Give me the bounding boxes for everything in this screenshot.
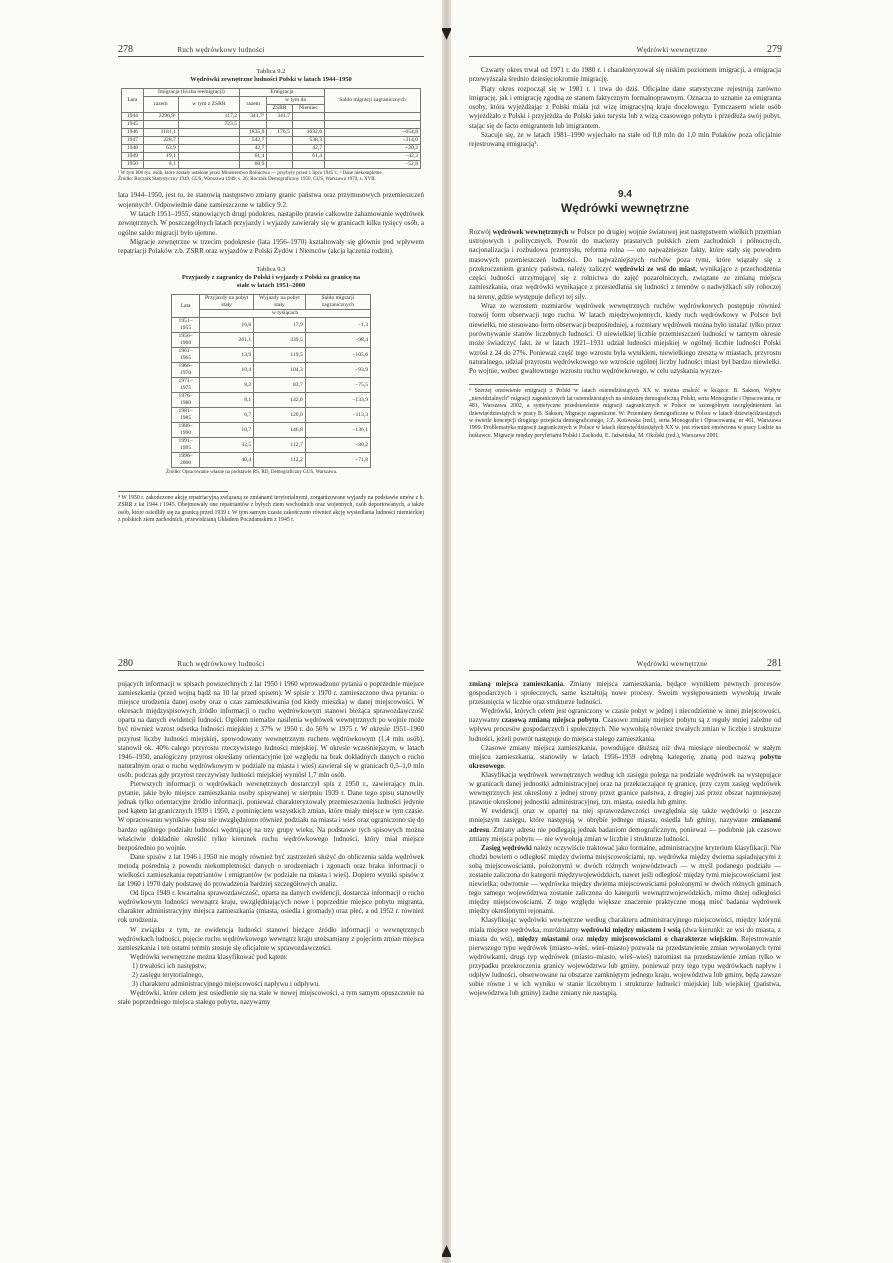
paragraph: lata 1944–1950, jest to, że stanowią następstwo zmiany granic państwa oraz przymusowych przemieszczeń wojennych⁴. Odpowiednie dane zamieszczone w tablicy 9.2.: [118, 191, 424, 209]
table-cell: 1976–1980: [172, 393, 200, 408]
table-label: Tablica 9.2: [256, 68, 286, 75]
table-cell: 1981–1985: [172, 408, 200, 423]
table-cell: +20,2: [325, 145, 421, 153]
table-title: Wędrówki zewnętrzne ludności Polski w latach 1944–1950: [190, 76, 352, 83]
page-number: 281: [767, 658, 782, 669]
page-header: [0, 44, 442, 58]
table-cell: [267, 145, 292, 153]
table-cell: [267, 161, 292, 169]
table-row: [122, 137, 421, 145]
table-row: [172, 423, 371, 438]
table-cell: 119,5: [254, 348, 306, 363]
table-cell: 1966–1970: [172, 363, 200, 378]
table-cell: 10,4: [200, 363, 254, 378]
table-header: Niemiec: [292, 105, 324, 113]
table-cell: [325, 121, 421, 129]
table-cell: 228,7: [143, 137, 178, 145]
table-cell: 1632,6: [292, 129, 324, 137]
paragraph: Szacuje się, że w latach 1981–1990 wyjechało na stałe od 0,8 mln do 1,0 mln Polaków poza oficjalnie rejestrowaną emigracją⁵.: [469, 131, 781, 149]
table-cell: −654,8: [325, 129, 421, 137]
paragraph: Dane spisów z lat 1946 i 1950 nie mogły również być zastrzeżeń służyć do obliczenia salda wędrówek metodą pośrednią z powodu niekompletności danych o urodzeniach i zgonach oraz braku informacji o wielkości zamieszkania repatriantów i emigrantów (w podziale na miasta i wieś). Dopiero wyniki spisów z lat 1960 i 1970 dały podstawę do prowadzenia bardziej szczegółowych analiz.: [118, 852, 424, 889]
table-cell: [292, 121, 324, 129]
header-rule: [469, 670, 781, 671]
table-cell: −1,3: [305, 318, 370, 333]
table-cell: 8,2: [200, 378, 254, 393]
running-head: Wędrówki wewnętrzne: [636, 46, 708, 54]
page-body: [118, 680, 424, 1007]
table-label: Tablica 9.3: [256, 266, 286, 274]
table-row: [122, 113, 421, 121]
book-gutter: [442, 0, 451, 1263]
paragraph: W latach 1951–1955, stanowiących drugi podokres, nastąpiło prawie całkowite zahamowanie wędrówek zewnętrznych. W poszczególnych latach przyjazdy i wyjazdy zawierały się w granicach kilku tysięcy osób, a ogólne saldo migracji było ujemne.: [118, 210, 424, 237]
table-cell: −113,3: [305, 408, 370, 423]
page-body: [118, 68, 424, 524]
footnote-rule: [469, 384, 579, 385]
table-cell: 120,0: [254, 408, 306, 423]
paragraph: Pierwszych informacji o wędrówkach wewnętrznych dostarczył spis z 1950 r., zawierający m.in. pytanie, jakie było miejsce zamieszkania osoby spisywanej w sierpniu 1939 r. Dane tego spisu stanowiły jednak tylko orientacyjne źródło informacji, ponieważ charakteryzowały przemieszczenia ludności jedynie pod kątem lat granicznych 1939 i 1950, z pominięciem wszystkich zmian, które miały miejsce w tym czasie. W opracowaniu wyników spisu nie uwzględniono również podziału na miasta i wieś oraz ograniczono się do bardzo ogólnego podziału ludności wędrującej na trzy grupy wieku. Na podstawie tych spisowych można właściwie dokładnie określić tylko kierunek ruchu wędrówkowego ludności, który miał miejsce bezpośrednio po wojnie.: [118, 780, 424, 852]
paragraph: Wędrówki wewnętrzne można klasyfikować pod kątem:: [130, 952, 288, 961]
table-cell: [178, 145, 239, 153]
table-header: w tym z ZSRR: [178, 97, 239, 113]
table-cell: 1951–1955: [172, 318, 200, 333]
table-header: ZSRR: [267, 105, 292, 113]
page-number: 279: [767, 44, 782, 55]
table-cell: [267, 137, 292, 145]
table-header: Lata: [122, 89, 144, 113]
table-source: Źródło: Rocznik Statystyczny 1949, GUS, Warszawa 1949; s. 26; Rocznik Demograficzny 1950, GUS, Warszawa 1970, s. XVII.: [118, 177, 376, 183]
table-migration-1944-1950: [121, 88, 421, 169]
table-cell: 1944: [122, 113, 144, 121]
table-cell: 16,6: [200, 318, 254, 333]
list-item: 3) charakteru administracyjnego miejscowości napływu i odpływu.: [132, 980, 320, 989]
table-title: Przyjazdy z zagranicy do Polski i wyjazdy z Polski za granicę na stałe w latach 1951–2000: [181, 274, 361, 290]
page-header: [0, 658, 442, 672]
header-rule: [118, 670, 424, 671]
table-cell: 60,9: [240, 161, 267, 169]
paragraph: W związku z tym, ze ewidencja ludności stanowi bieżące źródło informacji o wewnętrznych wędrówkach ludności, pojęcie ruchu wędrówkowego wewnątrz kraju utożsamiany z pojęciem zmian miejsca zamieszkania i ten ostatni termin stosuje się oficjalnie w sprawozdawczości.: [118, 925, 424, 952]
table-cell: 61,4: [292, 153, 324, 161]
table-cell: −71,8: [305, 453, 370, 468]
table-header: Wyjazdy na pobyt stały: [254, 295, 306, 310]
list-item: 2) zasięgu terytorialnego,: [132, 971, 204, 979]
section-title: Wędrówki wewnętrzne: [560, 200, 690, 215]
table-cell: 61,4: [240, 153, 267, 161]
table-cell: −136,1: [305, 423, 370, 438]
table-cell: 341,7¹: [240, 113, 267, 121]
table-cell: 117,2: [178, 113, 239, 121]
table-cell: 2296,9¹: [143, 113, 178, 121]
table-row: [122, 161, 421, 169]
page-number: 280: [118, 658, 133, 669]
running-head: Ruch wędrówkowy ludności: [177, 660, 265, 668]
paragraph: Klasyfikacja wędrówek wewnętrznych według ich zasięgu polega na podziale wędrówek na występujące w granicach danej jednostki administracyjnej oraz na przekraczające tę granicę, przy czym zasięg wędrówek wewnętrznych jest określony z jednej strony przez granice państwa, z drugiej zaś przez obszar najmniejszej prawnie określonej jednostki administracyjnej, tzn. miasta, osiedla lub gminy.: [469, 770, 781, 807]
table-row: [172, 348, 371, 363]
header-rule: [469, 56, 781, 57]
table-cell: [292, 161, 324, 169]
table-cell: 1956–1960: [172, 333, 200, 348]
paragraph: Migracje zewnętrzne w trzecim podokresie (lata 1956–1970) kształtowały się głównie pod wpływem repatriacji Polaków z.b. ZSRR oraz wyjazdów z Polski Żydów i Niemców (akcja łączenia rodzin).: [118, 237, 424, 256]
table-cell: 1949: [122, 153, 144, 161]
table-source: Źródło: Opracowanie własne na podstawie RS, RD, Demograficzny GUS, Warszawa.: [166, 470, 338, 476]
table-header: Imigracja (liczba reemigracji): [143, 89, 239, 97]
table-cell: −105,6: [305, 348, 370, 363]
table-cell: 339,5: [254, 333, 306, 348]
table-cell: −52,8: [325, 161, 421, 169]
page-header: [451, 658, 893, 672]
table-cell: [267, 153, 292, 161]
table-cell: 63,9: [143, 145, 178, 153]
table-cell: 1945: [122, 121, 144, 129]
paragraph: Wędrówki, które celem jest osiedlenie się na stałe w nowej miejscowości, a tym samym opuszczenie na stałe poprzedniego miejsca stałego pobytu, nazywamy: [118, 989, 424, 1007]
paragraph: Zasięg wędrówki należy oczywiście traktować jako formalne, administracyjne kryterium klasyfikacji. Nie chodzi bowiem o odległość między dwiema miejscowościami, np. wędrówka między dwiema sąsiadującymi z sobą miejscowościami, położonymi w dwóch różnych województwach — w myśl podanego podziału — zostanie zaliczona do kategorii międzywojewódzkich, nawet jeśli odległość między tymi miejscowościami jest niewielka; odwrotnie — wędrówka między dwiema miejscowościami położonymi w dwóch różnych gminach tego samego województwa zostanie zaliczona do kategorii wewnątrzwojewódzkich, mimo dużej odległości między miejscowościami. Z tego względu większe znaczenie praktyczne mogą mieć badania wędrówek między określonymi rejonami.: [469, 843, 782, 916]
table-cell: 1950: [122, 161, 144, 169]
table-cell: 1996–2000: [172, 453, 200, 468]
list: [118, 962, 424, 989]
paragraph: Klasyfikując wędrówki wewnętrzne według charakteru administracyjnego miejscowości, między którymi miała miejsce wędrówka, rozróżniamy wędrówki między miastem i wsią (dwa kierunki: ze wsi do miasta, z miasta do wsi), między miastami oraz między miejscowościami o charakterze wiejskim. Rejestrowanie pierwszego typu wędrówek (miasto–wieś, wieś–miasto) pozwala na przedstawienie zmian wywołanych tymi wędrówkami, drugi typ wędrówek (miasto–miasto, wieś–wieś) natomiast na przedstawienie zmian tylko w przypadku przekroczenia granicy województwa lub gminy, ponieważ przy tego typu wędrówkach napływ i odpływ ludności, obserwowane na obszarze zamkniętym jednego kraju, województwa lub gminy, będą zawsze sobie równe i w ich wyniku w stanie liczebnym i strukturze ludności miejskiej lub wiejskiej (państwa, województwa lub gminy) żadne zmiany nie nastąpią.: [469, 916, 782, 998]
table-cell: 1948: [122, 145, 144, 153]
table-header: Przyjazdy na pobyt stały: [200, 295, 254, 310]
table-migration-1951-2000: [171, 294, 371, 468]
footnote: ⁵ Szerzej omówienie emigracji z Polski w latach osiemdziesiątych XX w. można znaleźć w książce: B. Sakson, Wpływ „niewidzialnych” migracji zagranicznych lat osiemdziesiątych na strukturę demograficzną Polski, seria Monografie i Opracowania, nr 481, Warszawa 2002, a syntetyczne przedstawienie migracji zagranicznych w Polsce ze szczególnym uwzględnieniem lat dziewięćdziesiątych w pracy B. Sakson, Migracje zagraniczne. W: Przemiany demograficzne w Polsce w latach dziewięćdziesiątych w świetle koncepcji drugiego przejścia demograficznego, J.Z. Kotowska (red.), seria Monografie i Opracowania, nr 461, Warszawa 1999. Problematyka migracji zagranicznych w Polsce w latach dziewięćdziesiątych XX w. jest również omówiona w pracy Ludzie na huśtawce. Migracje między peryferiami Polski i Zachodu, E. Jaźwińska, M. Okólski (red.), Warszawa 2001.: [469, 388, 781, 439]
table-cell: 341,7: [267, 113, 292, 121]
table-cell: 538,3: [292, 137, 324, 145]
table-row: [122, 129, 421, 137]
header-rule: [118, 56, 424, 57]
table-cell: 8,1: [200, 393, 254, 408]
page-number: 278: [118, 44, 133, 55]
table-cell: 8,1: [143, 161, 178, 169]
table-cell: [178, 161, 239, 169]
table-cell: 42,7: [240, 145, 267, 153]
table-note: ¹ W tym 800 tys. osób, które zostały ustalone przez Ministerstwo Rolnictwa — przybyły przed 1 lipca 1945 r.; ² Dane niekompletne.: [118, 171, 383, 176]
table-cell: [178, 153, 239, 161]
list-item: 1) trwałości ich następstw,: [132, 961, 207, 970]
table-row: [172, 378, 371, 393]
table-row: [172, 318, 371, 333]
table-cell: 19,1: [143, 153, 178, 161]
paragraph: zmianą miejsca zamieszkania. Zmiany miejsca zamieszkania, będące wynikiem pewnych procesów gospodarczych i społecznych, same kształtują nowe procesy. Swoim występowaniem wywołują trwałe przesunięcia w liczbie oraz strukturze ludności.: [469, 680, 782, 707]
paragraph: Piąty okres rozpoczął się w 1981 r. i trwa do dziś. Oficjalne dane statystyczne rejestrują zarówno imigrację, jak i emigrację zgodną ze stanem faktycznym formalnoprawnym. Oznacza to uznanie za emigranta osoby, która wyjeżdżając z Polski miała już wizę imigracyjną kraju docelowego. Tymczasem wiele osób wyjeżdżało z Polski i przyjeżdża do Polski jako turysta lub z wizą czasowego pobytu i przedłuża swój pobyt, stając się de facto emigrantem lub imigrantem.: [469, 84, 781, 130]
table-cell: 1946: [122, 129, 144, 137]
page-body: [469, 680, 781, 998]
table-row: [172, 333, 371, 348]
table-cell: 1971–1975: [172, 378, 200, 393]
table-cell: 32,5: [200, 438, 254, 453]
table-row: [172, 453, 371, 468]
table-row: [122, 145, 421, 153]
table-header: w tysiącach: [200, 310, 371, 318]
table-header: Saldo migracji zagranicznych: [325, 89, 421, 113]
table-cell: 10,7: [200, 423, 254, 438]
table-cell: 1947: [122, 137, 144, 145]
table-cell: 17,9: [254, 318, 306, 333]
page-body: [469, 66, 781, 440]
table-header: razem: [240, 97, 267, 113]
table-cell: [178, 137, 239, 145]
table-cell: [292, 113, 324, 121]
table-cell: 1991–1995: [172, 438, 200, 453]
table-cell: 42,7: [292, 145, 324, 153]
table-cell: 1961–1965: [172, 348, 200, 363]
paragraph: Czwarty okres trwał od 1971 r. do 1980 r. i charakteryzował się niskim poziomem imigracji, a emigracja przewyższała średnio dziesięciokrotnie imigrację.: [469, 66, 781, 84]
table-cell: 83,7: [254, 378, 306, 393]
page-278: [0, 0, 442, 632]
table-cell: [267, 121, 292, 129]
page-281: [451, 632, 893, 1263]
table-cell: −133,9: [305, 393, 370, 408]
paragraph: Od lipca 1949 r. kwartalna sprawozdawczość, oparta na danych ewidencji, dostarcza informacji o ruchu wędrówkowym ludności wewnątrz kraju, uwzględniających nowe i poprzednie miejsce pobytu migranta, charakter administracyjny miejsca zamieszkania (miasta, osiedla i gromady) oraz płeć, a od 1952 r. również rok urodzenia.: [118, 889, 424, 925]
table-cell: 112,2: [254, 453, 306, 468]
page-280: [0, 632, 442, 1263]
table-row: [122, 121, 421, 129]
table-cell: 1181,1: [143, 129, 178, 137]
table-cell: −98,4: [305, 333, 370, 348]
running-head: Wędrówki wewnętrzne: [636, 660, 708, 668]
table-cell: 104,3: [254, 363, 306, 378]
table-row: [172, 393, 371, 408]
footnote: ⁴ W 1950 r. zakończono akcję repatriacyjną związaną ze zmianami terytorialnymi, zorganizowane wyjazdy na podstawie umów z b. ZSRR z lat 1944 i 1945. Obejmowały one repatriantów z byłych ziem wschodnich oraz wojennych, osób deportowanych, a także osób, które osiedliły się za granicą przed 1939 r. W tym samym czasie zakończono również akcję wysiedlania ludności niemieckiej z polskich ziem zachodnich, przewidzianą Układem Poczdamskim z 1945 r.: [118, 494, 424, 523]
table-row: [122, 153, 421, 161]
paragraph: Czasowe zmiany miejsca zamieszkania, powodujące dłuższą niż dwa miesiące nieobecność w stałym miejscu zamieszkania, stanowiły w latach 1956–1959 odrębną kategorię, znaną pod nazwą pobytu okresowego.: [469, 743, 781, 770]
paragraph: Wędrówki, których celem jest ograniczony w czasie pobyt w jednej i niecodzienne w innej miejscowości, nazywamy czasową zmianą miejsca pobytu. Czasowe zmiany miejsce pobytu są z reguły mniej zależne od wpływu procesów gospodarczych i społecznych. Nie wywołują również trwałych zmian w liczbie i strukturze ludności, jeżeli powrót następuje do miejsca stałego zamieszkania.: [469, 707, 781, 743]
table-header: w tym do: [267, 97, 325, 105]
table-cell: 142,0: [254, 393, 306, 408]
table-cell: 1986–1990: [172, 423, 200, 438]
footnote-rule: [118, 491, 228, 492]
table-cell: [240, 121, 267, 129]
section-number: 9.4: [618, 188, 632, 200]
table-cell: 112,7: [254, 438, 306, 453]
table-cell: 176,5: [267, 129, 292, 137]
table-cell: 542,7: [240, 137, 267, 145]
table-cell: 146,8: [254, 423, 306, 438]
page-header: [451, 44, 893, 58]
table-header: razem: [143, 97, 178, 113]
table-row: [172, 363, 371, 378]
table-cell: 40,4: [200, 453, 254, 468]
table-cell: −42,3: [325, 153, 421, 161]
paragraph: Wraz ze wzrostem rozmiarów wędrówek wewnętrznych ruchów wędrówkowych postępuje również rozwój form obserwacji tego ruchu. W latach międzywojennych, kiedy ruch wędrówkowy w Polsce był niewielki, nie stosowano form obserwacji bezpośredniej, a rozmiary wędrówek można było ustalać tylko przez porównywanie stanów liczebnych ludności. O niewielkiej liczbie przemieszczeń ludności w tamtym okresie może świadczyć fakt, że w latach 1921–1931 udział ludności miejskiej w ogólnej liczbie ludności Polski wzrósł z 24 do 27%. Ponieważ część tego wzrostu była wynikiem, niewielkiego zresztą w miastach, przyrostu naturalnego, udział przyrostu wędrówkowego we wzroście ogólnej liczby ludności miast był bardzo niewielki. Po wojnie, wobec gwałtownego wzrostu ruchu wędrówkowego, w celu uzyskania wyczer-: [469, 302, 781, 376]
paragraph: pujących informacji w spisach powszechnych z lat 1950 i 1960 wprowadzono pytania o poprzednie miejsce zamieszkania (przed wojną bądź na 10 lat przed spisem). W spisie z 1970 r. zamieszczono dwa pytania: o miejsce urodzenia danej osoby oraz o czas zamieszkiwania (od kiedy mieszka) w danej miejscowości. W okresach międzyspisowych źródło informacji o ruchu wędrówkowym stanowi bieżąca sprawozdawczość oparta na danych ewidencji ludności. Ogółem niemalże nasilenia wędrówek wewnętrznych po wojnie może być również wzrost odsetka ludności miejskiej z 37% w 1950 r. do 56% w 1975 r. W okresie 1951–1960 przyrost liczby ludności miejskiej, spowodowany wewnętrznym ruchem wędrówkowym (1,4 mln osób), stanowił ok. 40% całego przyrostu rzeczywistego ludności miejskiej. W okresie wcześniejszym, w latach 1946–1950, analogiczny przyrost określany orientacyjnie (ze względu na brak dokładnych danych o ruchu naturalnym oraz o ruchu wędrówkowym w podziale na miasta i wieś) zawierał się w granicach 0,5–1,0 mln osób, podczas gdy przyrost rzeczywisty ludności miejskiej wyniósł 1,7 mln osób.: [118, 680, 424, 779]
table-header: Emigracja: [240, 89, 325, 97]
table-header: Saldo migracji zagranicznych: [305, 295, 370, 310]
table-cell: 723,5: [178, 121, 239, 129]
paragraph: W ewidencji oraz w opartej na niej sprawozdawczości uwzględnia się także wędrówki o jeszcze mniejszym zasięgu, które następują w obrębie jednego miasta, osiedla lub gminy, nazywane zmianami adresu. Zmiany adresu nie podlegają jednak badaniom demograficznym, ponieważ — podobnie jak czasowe zmiany miejsca pobytu — nie wywołują zmian w liczbie i strukturze ludności.: [469, 807, 781, 843]
running-head: Ruch wędrówkowy ludności: [177, 46, 265, 54]
table-cell: [178, 129, 239, 137]
table-cell: 261,1: [200, 333, 254, 348]
table-header: Lata: [172, 295, 200, 318]
table-cell: −75,5: [305, 378, 370, 393]
table-cell: −80,2: [305, 438, 370, 453]
table-cell: 13,9: [200, 348, 254, 363]
table-cell: [325, 113, 421, 121]
table-cell: −93,9: [305, 363, 370, 378]
table-cell: 6,7: [200, 408, 254, 423]
paragraph: Rozwój wędrówek wewnętrznych w Polsce po drugiej wojnie światowej jest następstwem wielkich przemian ustrojowych i politycznych. Powrót do macierzy prastarych polskich ziem zachodnich i północnych, nacjonalizacja i rozbudowa przemysłu, reforma rolna — oto najważniejsze fakty, które stały się powodem masowych przemieszczeń ludności. Do najważniejszych ruchów poza tymi, które wiązały się z przekroczeniem granicy państwa, należy zaliczyć wędrówki ze wsi do miast, wynikające z przechodzenia części ludności utrzymującej się z rolnictwa do zajęć pozarolniczych, związane ze zmianą miejsca zamieszkania, oraz wędrówki wynikające z przesiedlania się ludności z terenów o nadwyżkach siły roboczej na tereny, gdzie występuje deficyt tej siły.: [469, 227, 782, 301]
page-279: [451, 0, 893, 632]
table-cell: 1835,9: [240, 129, 267, 137]
table-cell: −314,0: [325, 137, 421, 145]
table-cell: [143, 121, 178, 129]
table-row: [172, 438, 371, 453]
table-row: [172, 408, 371, 423]
